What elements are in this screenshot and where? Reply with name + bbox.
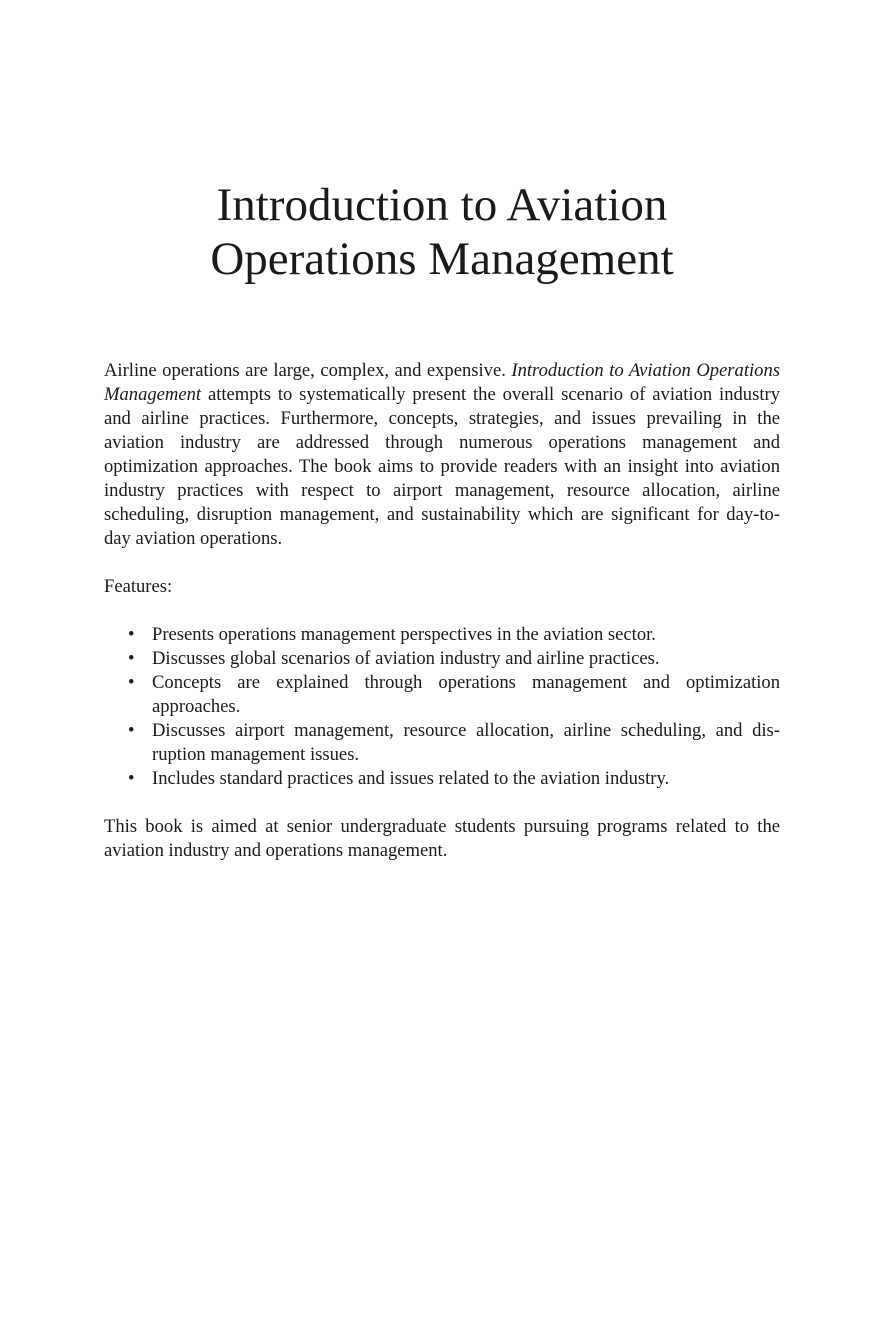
bullet-icon: •: [128, 648, 135, 669]
feature-text: Discusses airport management, resource allocation, airline scheduling, and disruption management issues.: [152, 720, 780, 765]
feature-item: [104, 623, 780, 647]
feature-item: [104, 671, 780, 719]
book-title: [0, 178, 884, 286]
audience-paragraph: This book is aimed at senior undergraduate students pursuing programs related to the aviation industry and operations management.: [104, 816, 780, 861]
book-title-line-1: Introduction to Aviation: [216, 179, 668, 231]
feature-item: [104, 719, 780, 767]
book-title-line-2: Operations Management: [210, 233, 674, 285]
feature-item: [104, 647, 780, 671]
features-list: [104, 623, 780, 791]
bullet-icon: •: [128, 672, 135, 693]
feature-text: Concepts are explained through operations management and optimization approaches.: [152, 672, 780, 717]
description-rest: attempts to systematically present the overall scenario of aviation industry and airline practices. Furthermore, concepts, strategies, and issues prevailing in the aviation industry are addressed through numerous operations management and optimization approaches. The book aims to provide readers with an insight into aviation industry practices with respect to airport management, resource allocation, airline scheduling, disruption management, and sustainability which are significant for day-to-day aviation operations.: [104, 384, 780, 549]
feature-text: Discusses global scenarios of aviation industry and airline practices.: [152, 648, 660, 669]
description-lead: Airline operations are large, complex, and expensive.: [104, 360, 506, 381]
feature-text: Includes standard practices and issues related to the aviation industry.: [152, 768, 670, 789]
features-heading: Features:: [104, 576, 173, 597]
feature-item: [104, 767, 780, 791]
bullet-icon: •: [128, 624, 135, 645]
bullet-icon: •: [128, 720, 135, 741]
description-paragraph: [104, 359, 780, 551]
description-book-title: Introduction to Aviation Operations Management: [104, 360, 780, 405]
blurb-content: [104, 359, 780, 863]
bullet-icon: •: [128, 768, 135, 789]
feature-text: Presents operations management perspectives in the aviation sector.: [152, 624, 656, 645]
